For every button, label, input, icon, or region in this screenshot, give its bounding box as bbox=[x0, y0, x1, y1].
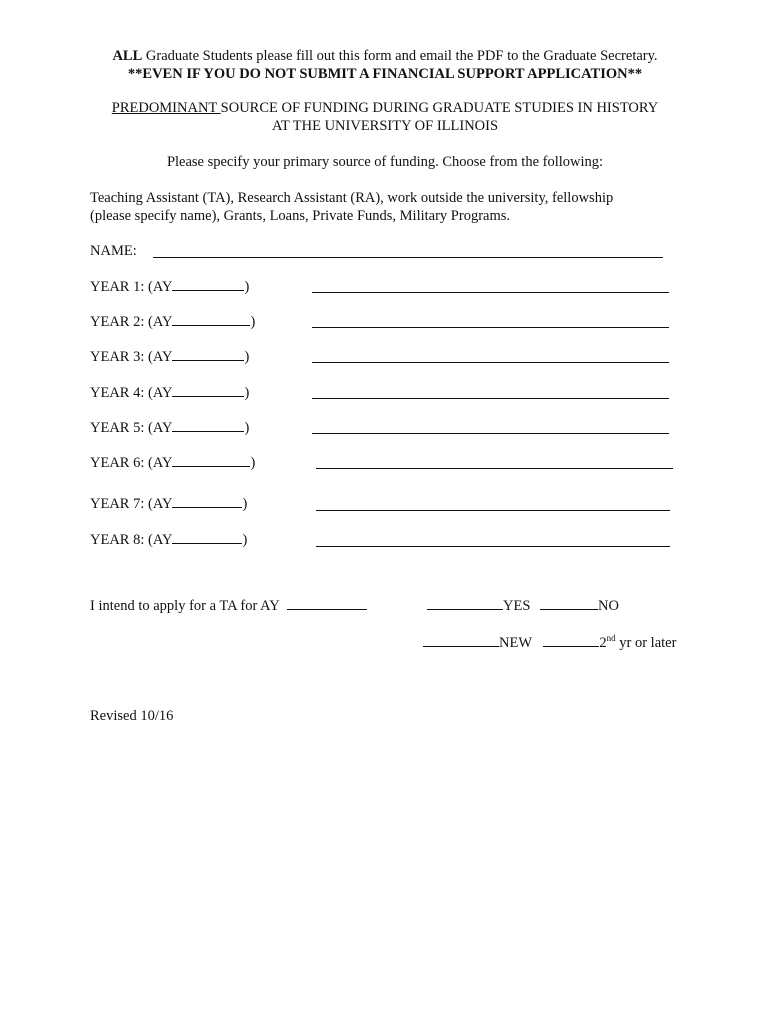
ta-second-num: 2 bbox=[599, 635, 607, 651]
year-6-funding-field[interactable] bbox=[316, 468, 673, 469]
year-5-funding-field[interactable] bbox=[312, 433, 669, 434]
funding-instruction: Please specify your primary source of funding. Choose from the following: bbox=[166, 154, 604, 170]
instruction-header bbox=[0, 48, 770, 65]
year-3-close: ) bbox=[244, 349, 250, 365]
year-8-funding-field[interactable] bbox=[316, 546, 670, 547]
year-8-label: YEAR 8: (AY bbox=[90, 532, 173, 548]
header-line1: Graduate Students please fill out this form and email the PDF to the Graduate Secretary. bbox=[142, 48, 658, 64]
year-6-ay-field[interactable] bbox=[172, 454, 250, 467]
year-2-close: ) bbox=[250, 314, 256, 330]
ta-yes-label: YES bbox=[503, 598, 531, 614]
year-5-close: ) bbox=[244, 420, 250, 436]
year-5-ay-field[interactable] bbox=[172, 419, 244, 432]
ta-intent-row bbox=[90, 597, 367, 615]
year-8-close: ) bbox=[242, 532, 248, 548]
year-6-close: ) bbox=[250, 455, 256, 471]
year-2-funding-field[interactable] bbox=[312, 327, 669, 328]
ta-ay-field[interactable] bbox=[287, 597, 367, 610]
name-label: NAME: bbox=[90, 243, 137, 259]
ta-yes-no-row bbox=[427, 597, 619, 615]
ta-new-field[interactable] bbox=[423, 634, 499, 647]
year-6-label: YEAR 6: (AY bbox=[90, 455, 173, 471]
year-2-ay-field[interactable] bbox=[172, 313, 250, 326]
year-4-funding-field[interactable] bbox=[312, 398, 669, 399]
ta-second-sup: nd bbox=[606, 633, 616, 643]
year-4-ay-field[interactable] bbox=[172, 384, 244, 397]
year-7-funding-field[interactable] bbox=[316, 510, 670, 511]
year-2-label: YEAR 2: (AY bbox=[90, 314, 173, 330]
ta-no-label: NO bbox=[598, 598, 619, 614]
year-3-funding-field[interactable] bbox=[312, 362, 669, 363]
header-notice bbox=[0, 66, 770, 83]
form-title-line2: AT THE UNIVERSITY OF ILLINOIS bbox=[271, 118, 499, 134]
year-1-close: ) bbox=[244, 279, 250, 295]
year-7-label: YEAR 7: (AY bbox=[90, 496, 173, 512]
revised-note: Revised 10/16 bbox=[90, 708, 174, 724]
header-line2: **EVEN IF YOU DO NOT SUBMIT A FINANCIAL SUPPORT APPLICATION** bbox=[127, 66, 643, 82]
ta-second-rest: yr or later bbox=[615, 635, 677, 651]
header-all: ALL bbox=[112, 48, 143, 64]
ta-second-year-field[interactable] bbox=[543, 634, 599, 647]
year-4-label: YEAR 4: (AY bbox=[90, 385, 173, 401]
ta-yes-field[interactable] bbox=[427, 597, 503, 610]
ta-year-status-row bbox=[423, 633, 676, 652]
title-underlined: PREDOMINANT bbox=[111, 100, 221, 116]
year-5-label: YEAR 5: (AY bbox=[90, 420, 173, 436]
year-3-label: YEAR 3: (AY bbox=[90, 349, 173, 365]
year-1-funding-field[interactable] bbox=[312, 292, 669, 293]
form-title bbox=[0, 100, 770, 117]
year-7-ay-field[interactable] bbox=[172, 495, 242, 508]
year-8-ay-field[interactable] bbox=[172, 531, 242, 544]
funding-options-line1: Teaching Assistant (TA), Research Assistant (RA), work outside the university, fellowship bbox=[90, 190, 614, 206]
name-field[interactable] bbox=[153, 257, 663, 258]
year-1-ay-field[interactable] bbox=[172, 278, 244, 291]
year-1-label: YEAR 1: (AY bbox=[90, 279, 173, 295]
funding-options-line2: (please specify name), Grants, Loans, Private Funds, Military Programs. bbox=[90, 208, 511, 224]
ta-no-field[interactable] bbox=[540, 597, 598, 610]
year-4-close: ) bbox=[244, 385, 250, 401]
title-rest: SOURCE OF FUNDING DURING GRADUATE STUDIES IN HISTORY bbox=[220, 100, 659, 116]
year-7-close: ) bbox=[242, 496, 248, 512]
ta-intent-label: I intend to apply for a TA for AY bbox=[90, 598, 280, 614]
year-3-ay-field[interactable] bbox=[172, 348, 244, 361]
ta-new-label: NEW bbox=[499, 635, 532, 651]
